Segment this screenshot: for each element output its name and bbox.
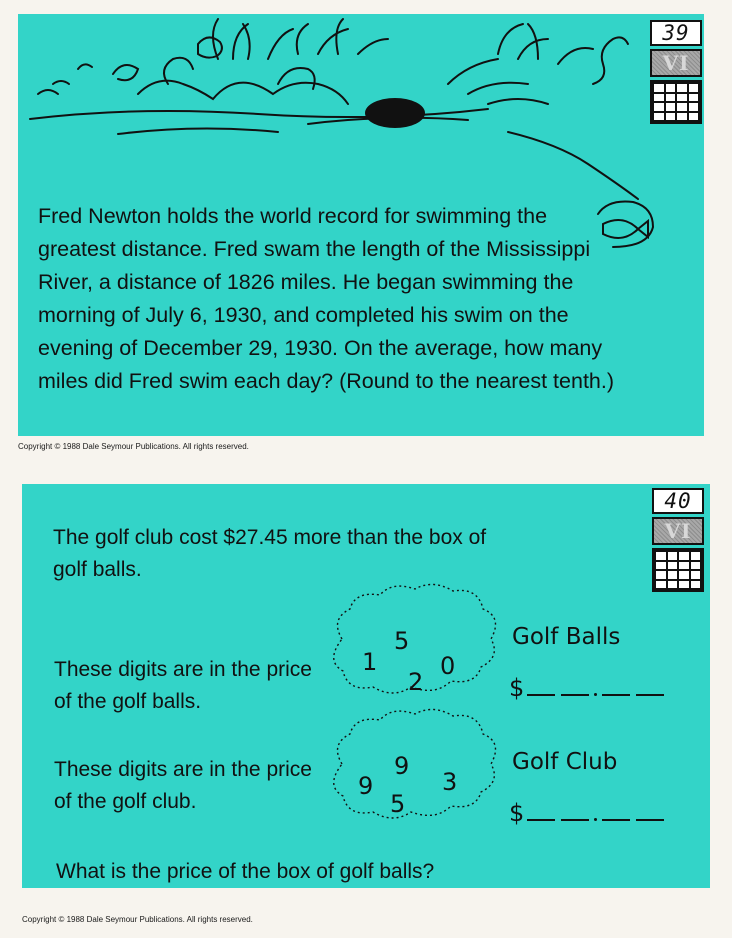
card-number: 40: [652, 488, 704, 514]
dollar-sign: $: [509, 799, 525, 827]
golf-club-description: These digits are in the price of the golf club.: [54, 758, 312, 813]
golf-club-answer[interactable]: [509, 799, 667, 827]
grid-icon: [652, 548, 704, 592]
club-digit: 3: [442, 768, 458, 796]
club-digit: 5: [390, 790, 406, 818]
club-digit: 9: [358, 772, 374, 800]
golf-balls-description: These digits are in the price of the golf balls.: [54, 658, 312, 713]
level-badge: VI: [652, 517, 704, 545]
dollar-sign: $: [509, 674, 525, 702]
golf-club-label: Golf Club: [512, 749, 618, 775]
ball-digit: 0: [440, 652, 456, 680]
card-39: [0, 0, 732, 460]
copyright: Copyright © 1988 Dale Seymour Publications. All rights reserved.: [18, 442, 249, 451]
ball-digit: 2: [408, 668, 424, 696]
grid-icon: [650, 80, 702, 124]
card-number: 39: [650, 20, 702, 46]
problem-text: [38, 200, 628, 398]
ball-digit: 5: [394, 627, 410, 655]
intro-text: The golf club cost $27.45 more than the box of golf balls.: [53, 526, 487, 581]
problem-paragraph: Fred Newton holds the world record for swimming the greatest distance. Fred swam the length of the Mississippi River, a distance of 1826 miles. He began swimming the morning of July 6, 1930, and completed his swim on the evening of December 29, 1930. On the average, how many miles did Fred swim each day? (Round to the nearest tenth.): [38, 204, 615, 393]
copyright: Copyright © 1988 Dale Seymour Publications. All rights reserved.: [22, 915, 253, 924]
question-text: What is the price of the box of golf balls?: [56, 860, 435, 883]
club-digit: 9: [394, 752, 410, 780]
card-39-panel: [18, 14, 704, 436]
level-badge: VI: [650, 49, 702, 77]
ball-digit: 1: [362, 648, 378, 676]
card-badge: [650, 20, 702, 124]
golf-balls-answer[interactable]: [509, 674, 667, 702]
card-40-panel: [22, 484, 710, 888]
card-badge: [652, 488, 704, 592]
golf-balls-label: Golf Balls: [512, 624, 621, 650]
card-40: [0, 478, 732, 938]
